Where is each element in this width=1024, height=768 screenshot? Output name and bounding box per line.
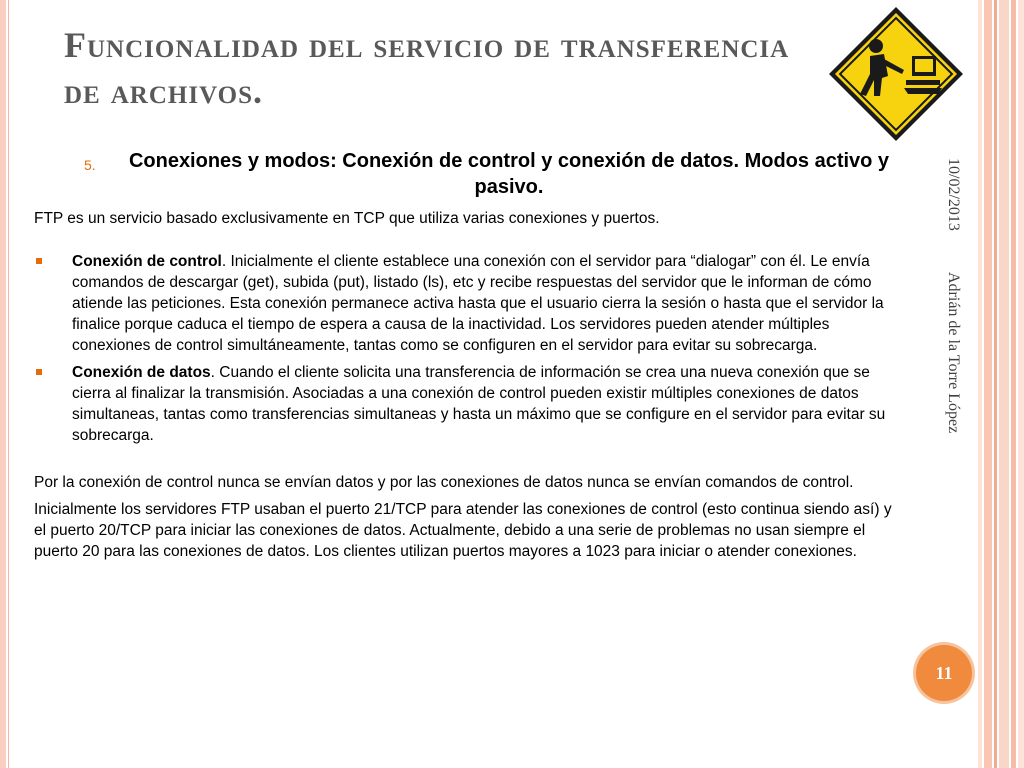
intro-paragraph: FTP es un servicio basado exclusivamente en TCP que utiliza varias conexiones y puertos.: [34, 210, 660, 227]
slide-author: Adrián de la Torre López: [945, 272, 962, 434]
slide-date: 10/02/2013: [945, 158, 962, 231]
bullet-square-icon: [36, 258, 42, 264]
construction-worker-computer-warning-sign-icon: [826, 4, 966, 144]
section-number: 5.: [84, 157, 96, 173]
paragraph-ports: Inicialmente los servidores FTP usaban el puerto 21/TCP para atender las conexiones de control (esto continua siendo así) y el puerto 20/TCP para iniciar las conexiones de datos. Actualmente, debido a una serie de problemas no usan siempre el puerto 20 para las conexiones de datos. Los clientes utilizan puertos mayores a 1023 para iniciar o atender conexiones.: [34, 501, 892, 560]
bullet-term: Conexión de control: [72, 253, 222, 270]
bullet-text: . Inicialmente el cliente establece una conexión con el servidor para “dialogar” con él. Le envía comandos de descargar (get), subida (put), listado (ls), etc y recibe respuestas del servidor que le informan de cómo atiende las peticiones. Esta conexión permanece activa hasta que el usuario cierra la sesión o hasta que el servidor la finalice porque caduca el tiempo de espera a causa de la inactividad. Los servidores pueden atender múltiples conexiones de control simultáneamente, tantas como se configuren en el servidor para evitar su sobrecarga.: [72, 253, 884, 354]
left-border-line: [8, 0, 9, 768]
section-heading-text: Conexiones y modos: Conexión de control y conexión de datos. Modos activo y pasivo.: [128, 150, 890, 198]
right-stripes-decoration: [978, 0, 1024, 768]
bullet-term: Conexión de datos: [72, 364, 211, 381]
section-heading: [34, 148, 904, 200]
bullet-square-icon: [36, 369, 42, 375]
left-border-decoration: [0, 0, 6, 768]
bullet-list: [34, 251, 904, 446]
list-item: [34, 251, 904, 356]
slide-content: [34, 148, 904, 568]
page-number-badge: 11: [916, 645, 972, 701]
list-item: [34, 362, 904, 446]
paragraph-control-data: Por la conexión de control nunca se envían datos y por las conexiones de datos nunca se envían comandos de control.: [34, 474, 854, 491]
slide-title: Funcionalidad del servicio de transferencia de archivos.: [64, 25, 790, 111]
bullet-text: . Cuando el cliente solicita una transferencia de información se crea una nueva conexión que se cierra al finalizar la transmisión. Asociadas a una conexión de control pueden existir múltiples conexiones de datos simultaneas, tantas como transferencias simultaneas y hasta un máximo que se configure en el servidor para evitar su sobrecarga.: [72, 364, 886, 444]
